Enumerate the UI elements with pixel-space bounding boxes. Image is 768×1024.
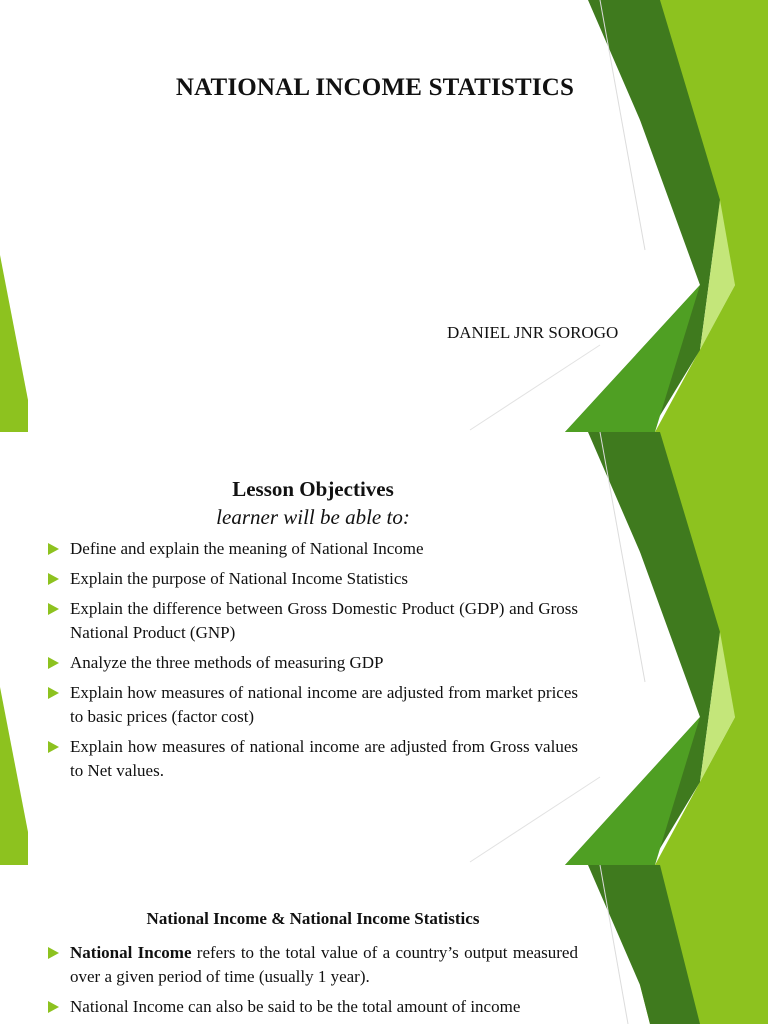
title-slide: [0, 0, 768, 432]
list-item: Explain how measures of national income are adjusted from market prices to basic prices (factor cost): [48, 681, 578, 729]
bullet-arrow-icon: [48, 603, 59, 615]
list-item: National Income refers to the total value of a country’s output measured over a given period of time (usually 1 year).: [48, 941, 578, 989]
bullet-arrow-icon: [48, 1001, 59, 1013]
green-decoration: [0, 0, 768, 432]
objectives-list: [48, 537, 578, 789]
slide-heading: Lesson Objectives: [232, 477, 394, 501]
presentation-title: NATIONAL INCOME STATISTICS: [175, 74, 575, 101]
list-item: Explain the purpose of National Income Statistics: [48, 567, 578, 591]
definition-slide: [0, 865, 768, 1024]
definition-list: [48, 941, 578, 1024]
slide-subheading: learner will be able to:: [216, 505, 410, 529]
author-name: DANIEL JNR SOROGO: [447, 323, 619, 342]
list-item: Define and explain the meaning of National Income: [48, 537, 578, 561]
slide-heading: National Income & National Income Statistics: [146, 909, 480, 928]
bullet-arrow-icon: [48, 543, 59, 555]
bullet-arrow-icon: [48, 741, 59, 753]
objectives-slide: [0, 432, 768, 865]
bullet-arrow-icon: [48, 657, 59, 669]
bullet-arrow-icon: [48, 947, 59, 959]
list-item: Explain the difference between Gross Domestic Product (GDP) and Gross National Product (GNP): [48, 597, 578, 645]
list-item: Explain how measures of national income are adjusted from Gross values to Net values.: [48, 735, 578, 783]
bullet-arrow-icon: [48, 687, 59, 699]
bullet-arrow-icon: [48, 573, 59, 585]
list-item: National Income can also be said to be the total amount of income: [48, 995, 578, 1019]
list-item: Analyze the three methods of measuring GDP: [48, 651, 578, 675]
